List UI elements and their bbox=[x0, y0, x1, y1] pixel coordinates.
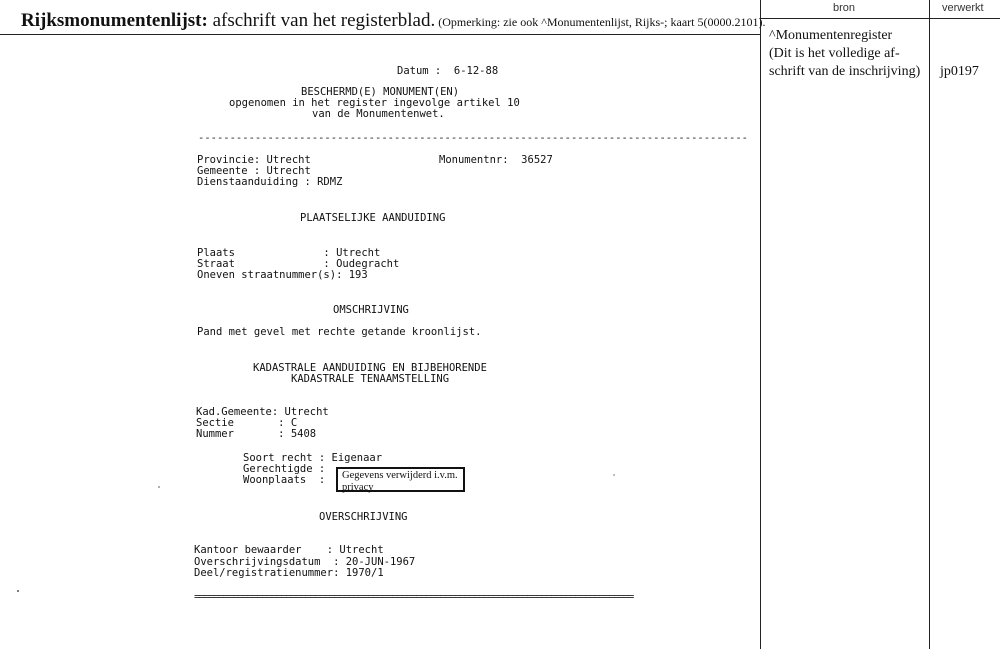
section-heading-overschrijving: OVERSCHRIJVING bbox=[319, 511, 408, 523]
field-gemeente: Gemeente : Utrecht bbox=[197, 165, 311, 177]
bron-line-2: (Dit is het volledige af- bbox=[769, 46, 900, 61]
column-header-divider bbox=[760, 18, 1000, 19]
section-heading-kadastrale-1: KADASTRALE AANDUIDING EN BIJBEHORENDE bbox=[253, 362, 487, 374]
field-omschrijving: Pand met gevel met rechte getande kroonlijst. bbox=[197, 326, 482, 338]
section-heading-omschrijving: OMSCHRIJVING bbox=[333, 304, 409, 316]
field-soort-recht: Soort recht : Eigenaar bbox=[243, 452, 383, 464]
field-woonplaats: Woonplaats : bbox=[243, 474, 326, 486]
column-header-verwerkt: verwerkt bbox=[942, 2, 984, 14]
field-monumentnr: Monumentnr: 36527 bbox=[439, 154, 553, 166]
bron-line-1: ^Monumentenregister bbox=[769, 28, 893, 43]
field-sectie: Sectie : C bbox=[196, 417, 298, 429]
header-title-rest: afschrift van het registerblad. bbox=[207, 10, 436, 31]
column-divider-left bbox=[760, 0, 761, 649]
field-kantoor-bewaarder: Kantoor bewaarder : Utrecht bbox=[194, 544, 384, 556]
scan-speck bbox=[17, 590, 19, 592]
privacy-redaction-box: Gegevens verwijderd i.v.m. privacy bbox=[336, 467, 465, 492]
header-title-bold: Rijksmonumentenlijst: bbox=[21, 10, 208, 31]
section-heading-kadastrale-2: KADASTRALE TENAAMSTELLING bbox=[291, 373, 450, 385]
document-heading-line-3: van de Monumentenwet. bbox=[312, 108, 445, 120]
verwerkt-value: jp0197 bbox=[940, 64, 979, 79]
page-header bbox=[21, 10, 765, 32]
header-note: (Opmerking: zie ook ^Monumentenlijst, Rijks-; kaart 5(0000.2101). bbox=[435, 15, 766, 29]
field-overschrijvingsdatum: Overschrijvingsdatum : 20-JUN-1967 bbox=[194, 556, 416, 568]
field-plaats: Plaats : Utrecht bbox=[197, 247, 381, 259]
scan-speck bbox=[613, 474, 615, 476]
equals-separator: =========================================================================================== bbox=[194, 591, 633, 603]
field-gerechtigde: Gerechtigde : bbox=[243, 463, 326, 475]
document-heading-line-1: BESCHERMD(E) MONUMENT(EN) bbox=[301, 86, 460, 98]
column-divider-right bbox=[929, 0, 930, 649]
scan-speck bbox=[158, 486, 160, 488]
field-kad-gemeente: Kad.Gemeente: Utrecht bbox=[196, 406, 329, 418]
document-heading-line-2: opgenomen in het register ingevolge artikel 10 bbox=[229, 97, 520, 109]
field-nummer: Nummer : 5408 bbox=[196, 428, 317, 440]
section-heading-plaatselijke: PLAATSELIJKE AANDUIDING bbox=[300, 212, 446, 224]
bron-line-3: schrift van de inschrijving) bbox=[769, 64, 921, 79]
header-divider bbox=[0, 34, 760, 35]
field-deel-registratienummer: Deel/registratienummer: 1970/1 bbox=[194, 567, 384, 579]
field-oneven-straatnummer: Oneven straatnummer(s): 193 bbox=[197, 269, 368, 281]
column-header-bron: bron bbox=[833, 2, 856, 14]
dash-separator: --------------------------------------------------------------------------------------- bbox=[198, 132, 748, 144]
field-dienstaanduiding: Dienstaanduiding : RDMZ bbox=[197, 176, 343, 188]
document-date: Datum : 6-12-88 bbox=[397, 65, 499, 77]
field-provincie: Provincie: Utrecht bbox=[197, 154, 311, 166]
field-straat: Straat : Oudegracht bbox=[197, 258, 400, 270]
